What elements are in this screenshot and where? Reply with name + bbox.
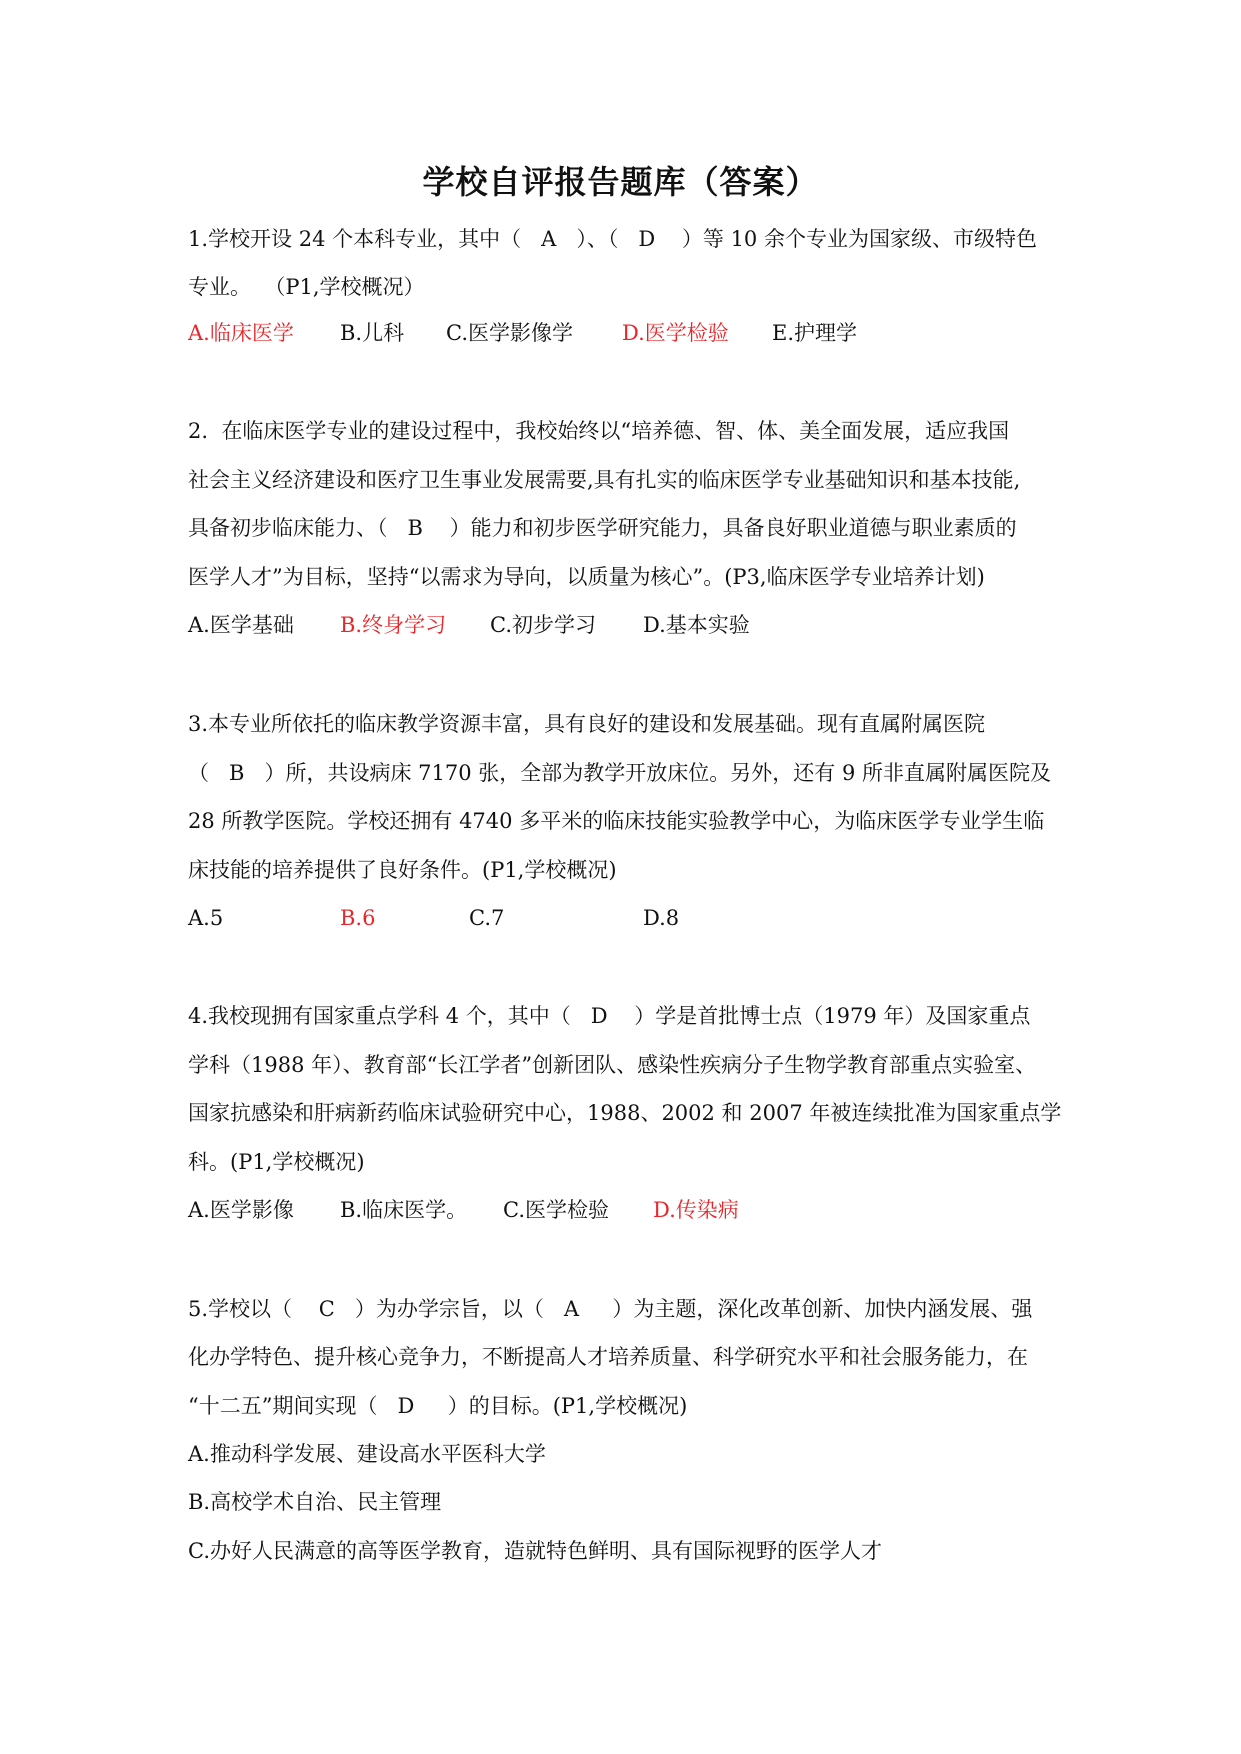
question-1-option-a: A.临床医学 bbox=[188, 321, 294, 345]
question-4-line-4: 科。(P1,学校概况) bbox=[188, 1150, 365, 1174]
question-5-line-2: 化办学特色、提升核心竞争力，不断提高人才培养质量、科学研究水平和社会服务能力，在 bbox=[188, 1345, 1028, 1369]
question-1-option-e: E.护理学 bbox=[772, 321, 858, 345]
question-5-option-a: A.推动科学发展、建设高水平医科大学 bbox=[188, 1442, 546, 1466]
question-2-option-a: A.医学基础 bbox=[188, 613, 294, 637]
question-4-option-a: A.医学影像 bbox=[188, 1198, 294, 1222]
question-3-line-2: （ B ）所，共设病床 7170 张，全部为教学开放床位。另外，还有 9 所非直属附属医院及 bbox=[188, 761, 1051, 785]
question-2-line-4: 医学人才”为目标，坚持“以需求为导向，以质量为核心”。(P3,临床医学专业培养计划) bbox=[188, 565, 985, 589]
question-4-line-1: 4.我校现拥有国家重点学科 4 个，其中（ D ）学是首批博士点（1979 年）及国家重点 bbox=[188, 1004, 1031, 1028]
question-4-option-d: D.传染病 bbox=[653, 1198, 739, 1222]
question-3-option-a: A.5 bbox=[188, 906, 224, 930]
question-1-option-b: B.儿科 bbox=[340, 321, 405, 345]
question-2-line-2: 社会主义经济建设和医疗卫生事业发展需要,具有扎实的临床医学专业基础知识和基本技能, bbox=[188, 468, 1021, 492]
question-3-line-4: 床技能的培养提供了良好条件。(P1,学校概况) bbox=[188, 858, 617, 882]
question-2-option-d: D.基本实验 bbox=[643, 613, 750, 637]
question-1-option-c: C.医学影像学 bbox=[446, 321, 573, 345]
question-2-option-c: C.初步学习 bbox=[490, 613, 596, 637]
question-3-option-b: B.6 bbox=[340, 906, 376, 930]
question-3-line-3: 28 所教学医院。学校还拥有 4740 多平米的临床技能实验教学中心，为临床医学专业学生临 bbox=[188, 809, 1045, 833]
question-1-option-d: D.医学检验 bbox=[622, 321, 729, 345]
question-4-line-3: 国家抗感染和肝病新药临床试验研究中心，1988、2002 和 2007 年被连续批准为国家重点学 bbox=[188, 1101, 1062, 1125]
question-5-option-b: B.高校学术自治、民主管理 bbox=[188, 1490, 442, 1514]
question-3-line-1: 3.本专业所依托的临床教学资源丰富，具有良好的建设和发展基础。现有直属附属医院 bbox=[188, 712, 986, 736]
question-5-line-3: “十二五”期间实现（ D ）的目标。(P1,学校概况) bbox=[188, 1394, 688, 1418]
question-2-option-b: B.终身学习 bbox=[340, 613, 447, 637]
question-5-option-c: C.办好人民满意的高等医学教育，造就特色鲜明、具有国际视野的医学人才 bbox=[188, 1539, 882, 1563]
question-2-line-1: 2. 在临床医学专业的建设过程中，我校始终以“培养德、智、体、美全面发展，适应我国 bbox=[188, 419, 1010, 443]
document-title: 学校自评报告题库（答案） bbox=[422, 163, 819, 201]
question-4-option-c: C.医学检验 bbox=[503, 1198, 609, 1222]
question-3-option-c: C.7 bbox=[469, 906, 505, 930]
question-1-line-1: 1.学校开设 24 个本科专业，其中（ A ）、（ D ）等 10 余个专业为国家级、市级特色 bbox=[188, 227, 1037, 251]
question-4-line-2: 学科（1988 年）、教育部“长江学者”创新团队、感染性疾病分子生物学教育部重点实验室、 bbox=[188, 1053, 1037, 1077]
question-4-option-b: B.临床医学。 bbox=[340, 1198, 468, 1222]
question-2-line-3: 具备初步临床能力、（ B ）能力和初步医学研究能力，具备良好职业道德与职业素质的 bbox=[188, 516, 1017, 540]
question-3-option-d: D.8 bbox=[643, 906, 680, 930]
question-5-line-1: 5.学校以（ C ）为办学宗旨，以（ A ）为主题，深化改革创新、加快内涵发展、强 bbox=[188, 1297, 1033, 1321]
question-1-line-2: 专业。 （P1,学校概况） bbox=[188, 275, 425, 299]
